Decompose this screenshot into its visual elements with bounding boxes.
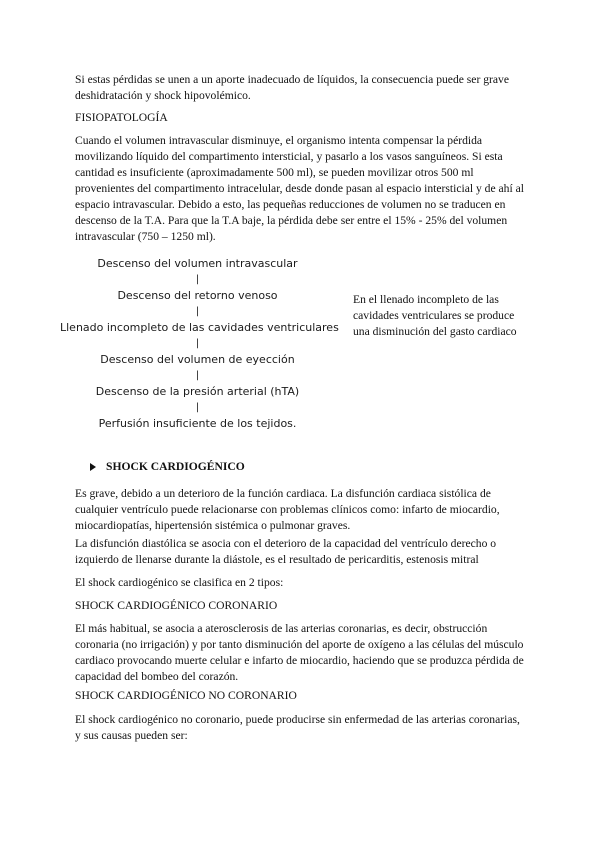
heading-no-coronario: SHOCK CARDIOGÉNICO NO CORONARIO [75, 689, 297, 702]
flowchart [60, 256, 339, 432]
flow-arrow: | [195, 402, 200, 413]
flow-arrow: | [195, 338, 200, 349]
flow-step: Descenso del retorno venoso [117, 289, 278, 302]
flow-step: Descenso de la presión arterial (hTA) [95, 385, 300, 398]
arrowhead-bullet-icon [90, 463, 96, 471]
flow-step: Perfusión insuficiente de los tejidos. [98, 417, 297, 430]
flow-arrow: | [195, 306, 200, 317]
paragraph-no-coronario: El shock cardiogénico no coronario, puede producirse sin enfermedad de las arterias coronarias, y sus causas pueden ser: [75, 713, 520, 742]
paragraph-intro: Si estas pérdidas se unen a un aporte inadecuado de líquidos, la consecuencia puede ser grave deshidratación y shock hipovolémico. [75, 73, 509, 102]
section-title-text: SHOCK CARDIOGÉNICO [106, 460, 245, 473]
section-title-shock-cardiogenico [90, 459, 245, 475]
flow-arrow: | [195, 274, 200, 285]
flow-arrow: | [195, 370, 200, 381]
paragraph-clasificacion: El shock cardiogénico se clasifica en 2 tipos: [75, 576, 284, 589]
flow-step: Llenado incompleto de las cavidades ventriculares [60, 321, 339, 334]
flow-step: Descenso del volumen intravascular [97, 257, 298, 270]
paragraph-fisiopatologia: Cuando el volumen intravascular disminuye, el organismo intenta compensar la pérdida movilizando líquido del compartimento intersticial, y pasarlo a los vasos sanguíneos. Si esta cantidad es insuficiente (aproximadamente 500 ml), se pueden movilizar otros 500 ml provenientes del compartimento intracelular, desde donde pasan al espacio intersticial y de ahí al espacio intravascular. Debido a esto, las pequeñas reducciones de volumen no se traducen en descenso de la T.A. Para que la T.A baje, la pérdida debe ser entre el 15% - 25% del volumen intravascular (750 – 1250 ml). [75, 134, 524, 243]
heading-coronario: SHOCK CARDIOGÉNICO CORONARIO [75, 599, 278, 612]
paragraph-cardiogenico-intro: Es grave, debido a un deterioro de la función cardiaca. La disfunción cardiaca sistólica de cualquier ventrículo puede relacionarse con problemas clínicos como: infarto de miocardio, miocardiopatías, hipertensión sistémica o pulmonar graves. [75, 487, 500, 532]
flowchart-side-note: En el llenado incompleto de las cavidades ventriculares se produce una disminución del gasto cardiaco [353, 293, 517, 338]
paragraph-disfuncion-diastolica: La disfunción diastólica se asocia con el deterioro de la capacidad del ventrículo derecho o izquierdo de llenarse durante la diástole, es el resultado de pericarditis, estenosis mitral [75, 537, 497, 566]
heading-fisiopatologia: FISIOPATOLOGÍA [75, 111, 168, 124]
flow-step: Descenso del volumen de eyección [100, 353, 295, 366]
paragraph-coronario: El más habitual, se asocia a aterosclerosis de las arterias coronarias, es decir, obstrucción coronaria (no irrigación) y por tanto disminución del aporte de oxígeno a las células del músculo cardiaco provocando muerte celular e infarto de miocardio, haciendo que se produzca pérdida de capacidad del bombeo del corazón. [75, 622, 524, 683]
